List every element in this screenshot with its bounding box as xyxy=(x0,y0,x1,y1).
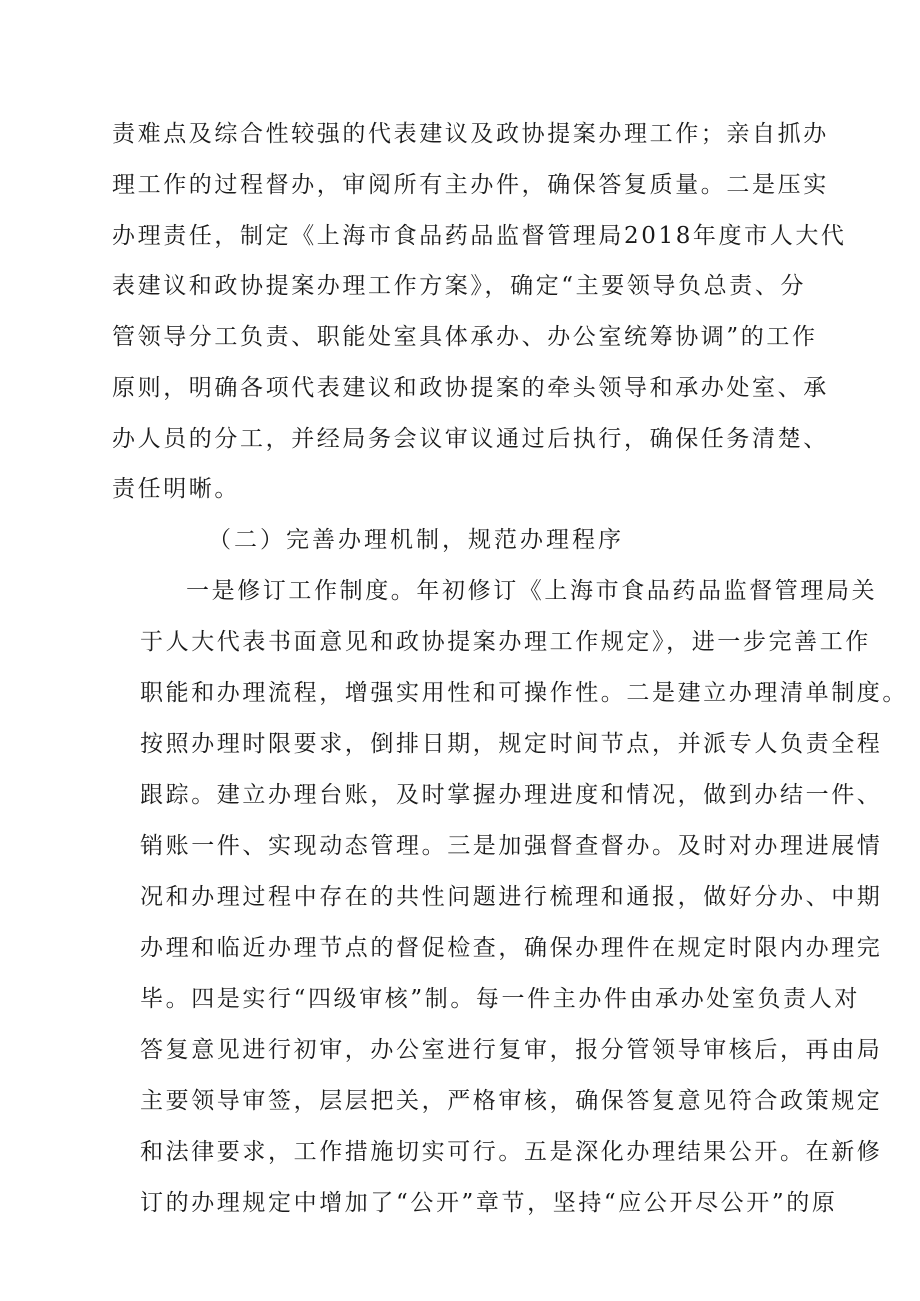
paragraph-line: 理工作的过程督办，审阅所有主办件，确保答复质量。二是压实 xyxy=(112,172,829,198)
paragraph-line: 况和办理过程中存在的共性问题进行梳理和通报，做好分办、中期 xyxy=(140,884,883,910)
paragraph-line: 表建议和政协提案办理工作方案》，确定“主要领导负总责、分 xyxy=(112,273,807,299)
paragraph-line: 于人大代表书面意见和政协提案办理工作规定》，进一步完善工作 xyxy=(140,629,871,655)
paragraph-line: 原则，明确各项代表建议和政协提案的牵头领导和承办处室、承 xyxy=(112,375,829,401)
paragraph-line: 订的办理规定中增加了“公开”章节，坚持“应公开尽公开”的原 xyxy=(140,1190,838,1216)
paragraph-line: 责任明晰。 xyxy=(112,476,240,502)
paragraph-line: 销账一件、实现动态管理。三是加强督查督办。及时对办理进展情 xyxy=(140,833,883,859)
paragraph-line: 办理和临近办理节点的督促检查，确保办理件在规定时限内办理完 xyxy=(140,935,883,961)
paragraph-line: 跟踪。建立办理台账，及时掌握办理进度和情况，做到办结一件、 xyxy=(140,782,883,808)
section-heading: （二）完善办理机制，规范办理程序 xyxy=(208,527,624,553)
paragraph-line: 管领导分工负责、职能处室具体承办、办公室统筹协调”的工作 xyxy=(112,324,818,350)
paragraph-line: 毕。四是实行“四级审核”制。每一件主办件由承办处室负责人对 xyxy=(140,986,860,1012)
paragraph-line: 主要领导审签，层层把关，严格审核，确保答复意见符合政策规定 xyxy=(140,1088,883,1114)
paragraph-line: 一是修订工作制度。年初修订《上海市食品药品监督管理局关 xyxy=(186,578,878,604)
paragraph-line: 按照办理时限要求，倒排日期，规定时间节点，并派专人负责全程 xyxy=(140,731,883,757)
paragraph-line: 办人员的分工，并经局务会议审议通过后执行，确保任务清楚、 xyxy=(112,426,829,452)
paragraph-line: 办理责任，制定《上海市食品药品监督管理局2018年度市人大代 xyxy=(112,223,847,249)
paragraph-line: 职能和办理流程，增强实用性和可操作性。二是建立办理清单制度。 xyxy=(140,680,908,706)
paragraph-line: 责难点及综合性较强的代表建议及政协提案办理工作；亲自抓办 xyxy=(112,121,829,147)
paragraph-line: 答复意见进行初审，办公室进行复审，报分管领导审核后，再由局 xyxy=(140,1037,883,1063)
paragraph-line: 和法律要求，工作措施切实可行。五是深化办理结果公开。在新修 xyxy=(140,1139,883,1165)
